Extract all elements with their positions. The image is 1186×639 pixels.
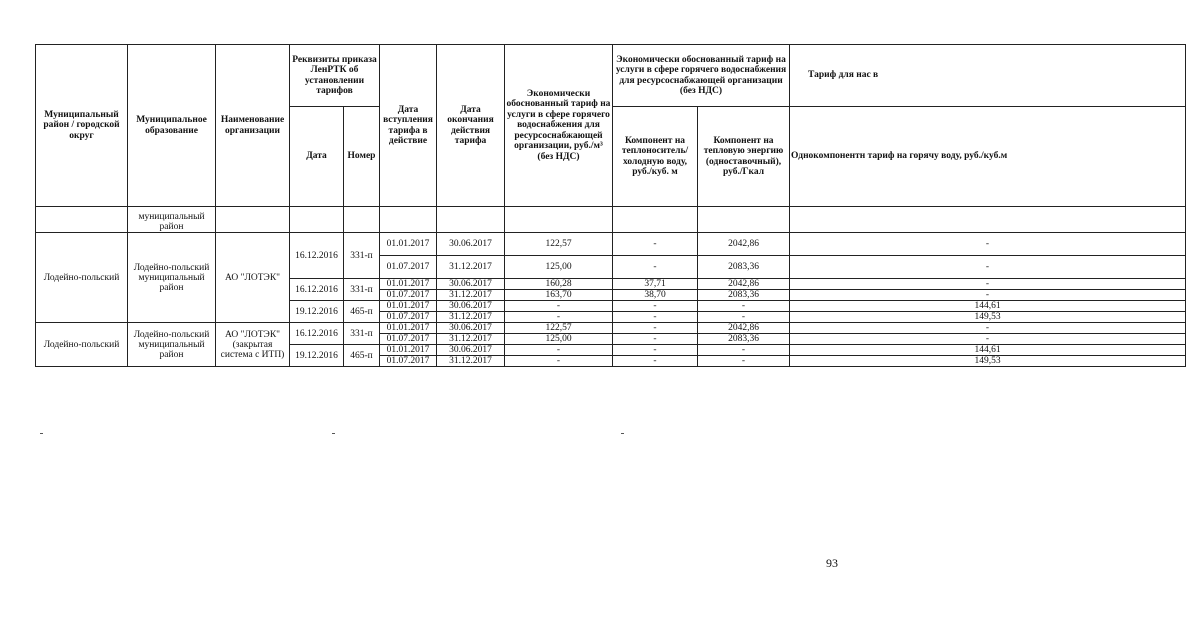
col-municipality: Муниципальное образование	[128, 45, 216, 207]
single-component-cell: -	[790, 290, 1186, 301]
end-date-cell: 31.12.2017	[437, 334, 505, 345]
single-component-cell: 144,61	[790, 345, 1186, 356]
single-component-cell: -	[790, 256, 1186, 279]
econ-tariff-cell: -	[505, 312, 613, 323]
heat-energy-cell: 2042,86	[698, 279, 790, 290]
end-date-cell: 30.06.2017	[437, 279, 505, 290]
single-component-cell: -	[790, 279, 1186, 290]
single-component-cell: 144,61	[790, 301, 1186, 312]
econ-tariff-cell: 160,28	[505, 279, 613, 290]
heat-carrier-cell: -	[613, 345, 698, 356]
col-organization: Наименование организации	[216, 45, 290, 207]
heat-energy-cell: 2042,86	[698, 233, 790, 256]
heat-carrier-cell: -	[613, 256, 698, 279]
municipality-cell: Лодейно-польский муниципальный район	[128, 233, 216, 323]
col-heat-energy: Компонент на тепловую энергию (одноставочный), руб./Гкал	[698, 107, 790, 207]
organization-cell: АО "ЛОТЭК"	[216, 233, 290, 323]
table-row	[36, 323, 1186, 334]
heat-energy-cell: 2083,36	[698, 290, 790, 301]
col-pop-tariff: Тариф для нас в	[790, 45, 1186, 107]
econ-tariff-cell: 163,70	[505, 290, 613, 301]
end-date-cell: 30.06.2017	[437, 301, 505, 312]
col-econ-components: Экономически обоснованный тариф на услуги в сфере горячего водоснабжения для ресурсоснабжающей организации (без НДС)	[613, 45, 790, 107]
page-number: 93	[826, 556, 838, 570]
tariff-table-wrapper	[35, 44, 1008, 367]
heat-energy-cell: 2083,36	[698, 256, 790, 279]
start-date-cell: 01.01.2017	[380, 233, 437, 256]
start-date-cell: 01.01.2017	[380, 323, 437, 334]
order-date-cell: 16.12.2016	[290, 323, 344, 345]
order-number-cell: 331-п	[344, 279, 380, 301]
end-date-cell: 31.12.2017	[437, 256, 505, 279]
order-number-cell: 331-п	[344, 323, 380, 345]
heat-energy-cell: -	[698, 345, 790, 356]
tariff-table	[35, 44, 1186, 367]
single-component-cell: 149,53	[790, 356, 1186, 367]
heat-carrier-cell: -	[613, 334, 698, 345]
start-date-cell: 01.07.2017	[380, 356, 437, 367]
single-component-cell: -	[790, 233, 1186, 256]
heat-carrier-cell: -	[613, 301, 698, 312]
heat-energy-cell: -	[698, 356, 790, 367]
organization-cell: АО "ЛОТЭК" (закрытая система с ИТП)	[216, 323, 290, 367]
econ-tariff-cell: -	[505, 345, 613, 356]
start-date-cell: 01.01.2017	[380, 345, 437, 356]
col-order-number: Номер	[344, 107, 380, 207]
heat-energy-cell: -	[698, 301, 790, 312]
heat-carrier-cell: -	[613, 233, 698, 256]
col-econ-tariff: Экономически обоснованный тариф на услуги в сфере горячего водоснабжения для ресурсоснабжающей организации, руб./м³ (без НДС)	[505, 45, 613, 207]
heat-carrier-cell: 38,70	[613, 290, 698, 301]
heat-energy-cell: 2083,36	[698, 334, 790, 345]
start-date-cell: 01.01.2017	[380, 279, 437, 290]
end-date-cell: 31.12.2017	[437, 290, 505, 301]
end-date-cell: 30.06.2017	[437, 233, 505, 256]
scan-speck	[621, 433, 624, 434]
table-row	[36, 233, 1186, 256]
order-number-cell: 331-п	[344, 233, 380, 279]
order-date-cell: 19.12.2016	[290, 345, 344, 367]
order-date-cell: 16.12.2016	[290, 279, 344, 301]
district-cell: Лодейно-польский	[36, 323, 128, 367]
col-order-details: Реквизиты приказа ЛенРТК об установлении тарифов	[290, 45, 380, 107]
single-component-cell: -	[790, 323, 1186, 334]
heat-carrier-cell: -	[613, 312, 698, 323]
econ-tariff-cell: 125,00	[505, 256, 613, 279]
econ-tariff-cell: 122,57	[505, 323, 613, 334]
end-date-cell: 30.06.2017	[437, 323, 505, 334]
heat-carrier-cell: 37,71	[613, 279, 698, 290]
start-date-cell: 01.01.2017	[380, 301, 437, 312]
econ-tariff-cell: -	[505, 301, 613, 312]
start-date-cell: 01.07.2017	[380, 312, 437, 323]
col-order-date: Дата	[290, 107, 344, 207]
sub-municipal-label: муниципальный район	[128, 207, 216, 233]
scan-speck	[332, 433, 335, 434]
order-number-cell: 465-п	[344, 301, 380, 323]
econ-tariff-cell: -	[505, 356, 613, 367]
econ-tariff-cell: 122,57	[505, 233, 613, 256]
col-heat-carrier: Компонент на теплоноситель/ холодную воду, руб./куб. м	[613, 107, 698, 207]
order-date-cell: 16.12.2016	[290, 233, 344, 279]
end-date-cell: 31.12.2017	[437, 312, 505, 323]
start-date-cell: 01.07.2017	[380, 334, 437, 345]
scan-speck	[40, 433, 43, 434]
district-cell: Лодейно-польский	[36, 233, 128, 323]
start-date-cell: 01.07.2017	[380, 256, 437, 279]
col-municipal-district: Муниципальный район / городской округ	[36, 45, 128, 207]
heat-carrier-cell: -	[613, 323, 698, 334]
order-number-cell: 465-п	[344, 345, 380, 367]
end-date-cell: 30.06.2017	[437, 345, 505, 356]
heat-energy-cell: -	[698, 312, 790, 323]
end-date-cell: 31.12.2017	[437, 356, 505, 367]
municipality-cell: Лодейно-польский муниципальный район	[128, 323, 216, 367]
heat-energy-cell: 2042,86	[698, 323, 790, 334]
col-single-component: Однокомпонентн тариф на горячу воду, руб./куб.м	[790, 107, 1186, 207]
econ-tariff-cell: 125,00	[505, 334, 613, 345]
heat-carrier-cell: -	[613, 356, 698, 367]
single-component-cell: -	[790, 334, 1186, 345]
start-date-cell: 01.07.2017	[380, 290, 437, 301]
col-start-date: Дата вступления тарифа в действие	[380, 45, 437, 207]
order-date-cell: 19.12.2016	[290, 301, 344, 323]
col-end-date: Дата окончания действия тарифа	[437, 45, 505, 207]
single-component-cell: 149,53	[790, 312, 1186, 323]
